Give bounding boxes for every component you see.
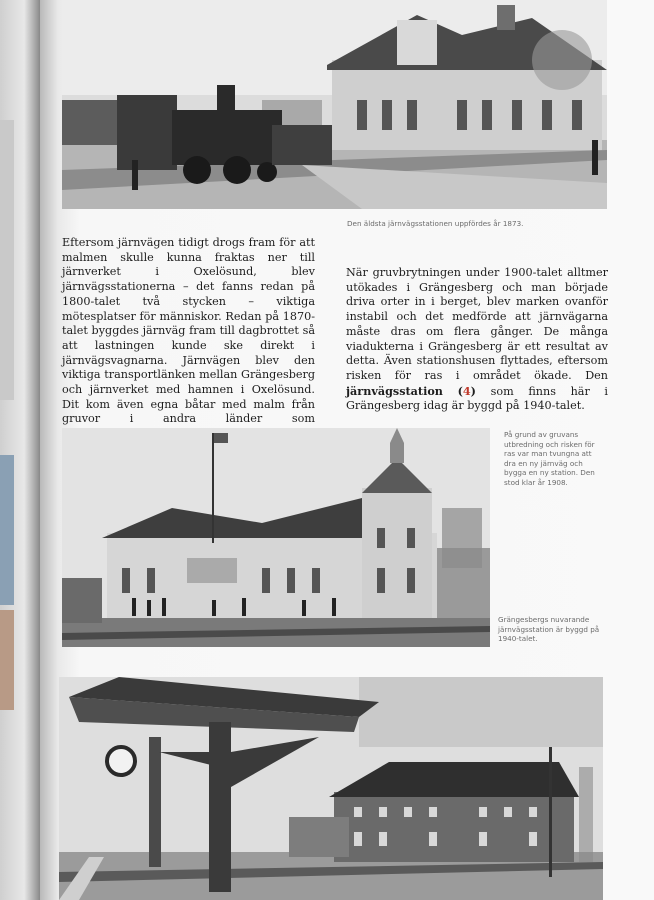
open-paren: ( (457, 383, 463, 398)
caption-current-station: Grängesbergs nuvarande järnvägsstation är byggd på 1940-talet. (498, 615, 600, 644)
paragraph-right-start: När gruvbrytningen under 1900-talet alltmer utökades i Grängesberg och man började driva orter in i berget, blev marken ovanför instabil och det medförde att järnvägarna måste dras om flera gånger. De många viadukterna i Grängesberg är ett resultat av detta. Även stationshusen flyttades, eftersom risken för ras i området ökade. Den (346, 266, 608, 382)
text-column-left (62, 236, 315, 457)
close-paren: ) (470, 383, 476, 398)
location-number: 4 (462, 383, 471, 398)
previous-page-image-fragment (0, 610, 14, 710)
text-column-right (346, 266, 608, 414)
previous-page-image-fragment (0, 455, 14, 605)
previous-page-edge (0, 0, 44, 900)
location-marker (458, 384, 476, 398)
caption-station-1908: På grund av gruvans utbredning och risken för ras var man tvungna att dra en ny järnväg och bygga en ny station. Den stod klar år 1908. (504, 430, 595, 487)
station-1940s-photo (59, 677, 603, 900)
paragraph-right (346, 266, 608, 414)
book-page (40, 0, 654, 900)
old-station-photo (62, 0, 607, 209)
paragraph-left: Eftersom järnvägen tidigt drogs fram för att malmen skulle kunna fraktas ner till järnverket i Oxelösund, blev järnvägsstationerna – det fanns redan på 1800-talet två stycken – viktiga mötesplatser för människor. Redan på 1870-talet byggdes järnväg fram till dagbrottet så att lastningen kunde ske direkt i järnvägsvagnarna. Järnvägen blev den viktiga transportlänken mellan Grängesberg och järnverket med hamnen i Oxelösund. Dit kom även egna båtar med malm från gruvor i andra länder som (62, 236, 315, 426)
station-1908-photo (62, 428, 490, 647)
caption-old-station: Den äldsta järnvägsstationen uppfördes år 1873. (347, 219, 524, 228)
previous-page-image-fragment (0, 120, 14, 400)
paragraph-right-end: som finns här i Grängesberg idag är byggd på 1940-talet. (346, 384, 609, 413)
station-term: järnvägsstation (346, 383, 443, 398)
